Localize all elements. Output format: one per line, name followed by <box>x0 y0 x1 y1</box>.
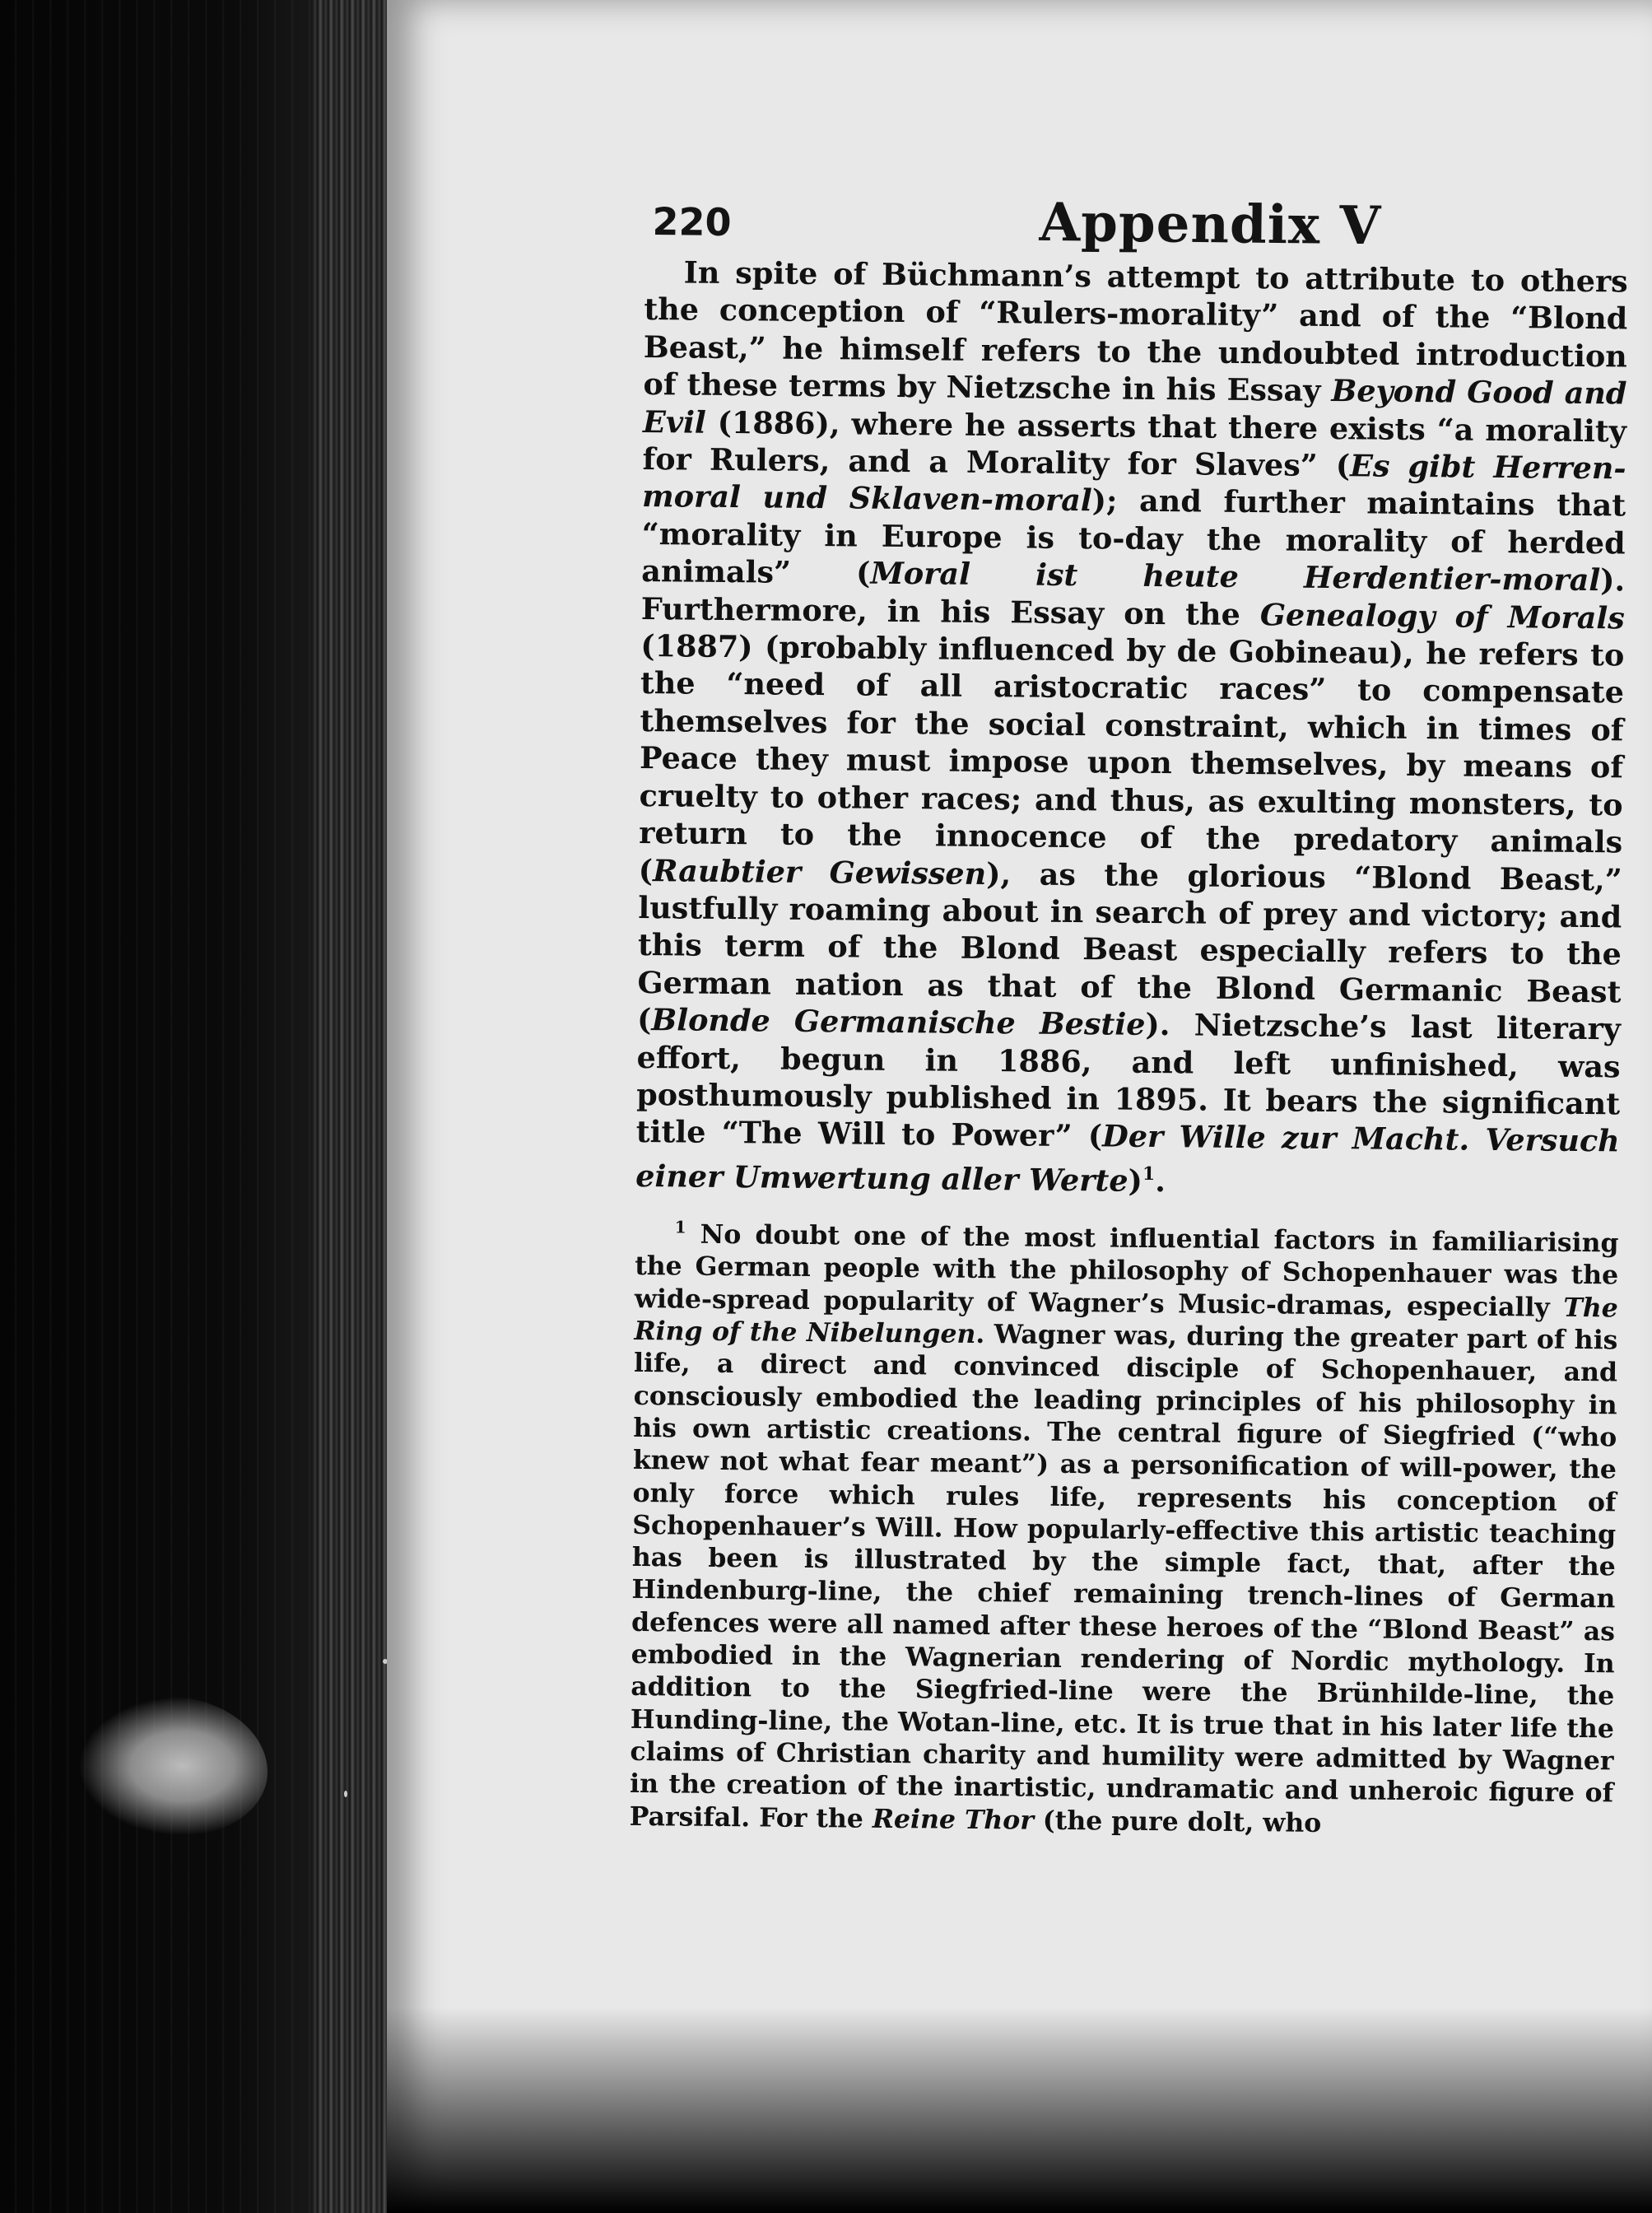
german-quote: Raubtier Gewissen <box>652 852 987 892</box>
book-title: Genealogy of Morals <box>1259 596 1626 636</box>
film-speck <box>344 1791 347 1797</box>
german-term: Reine Thor <box>872 1803 1035 1836</box>
footnote-reference: 1 <box>1142 1162 1156 1185</box>
body-paragraph: In spite of Büchmann’s attempt to attribute to others the conception of “Rulers-morality” and of the “Blond Beast,” he himself refers to the undoubted introduction of these terms by Nietzsche in his Essay Beyond Good and Evil (1886), where he asserts that there exists “a morality for Rulers, and a Morality for Slaves” (Es gibt Herren-moral und Sklaven-moral); and further maintains that “morality in Europe is to-day the morality of herded animals” (Moral ist heute Herdentier-moral). Furthermore, in his Essay on the Genealogy of Morals (1887) (probably influenced by de Gobineau), he refers to the “need of all aristocratic races” to compensate themselves for the social constraint, which in times of Peace they must impose upon themselves, by means of cruelty to other races; and thus, as exulting monsters, to return to the innocence of the predatory animals (Raubtier Gewissen), as the glorious “Blond Beast,” lustfully roaming about in search of prey and victory; and this term of the Blond Beast especially refers to the German nation as that of the Blond Germanic Beast (Blonde Germanische Bestie). Nietzsche’s last literary effort, begun in 1886, and left unfinished, was posthumously published in 1895. It bears the significant title “The Will to Power” (Der Wille zur Macht. Versuch einer Umwertung aller Werte)$^1$. <box>635 254 1628 1199</box>
page-number: 220 <box>652 198 732 245</box>
work-title: The Ring of the Nibelungen <box>634 1292 1618 1349</box>
german-quote: Moral ist heute Herdentier-moral <box>870 555 1601 599</box>
book-page <box>387 0 1652 2213</box>
footnote-marker: 1 <box>674 1217 686 1237</box>
main-text <box>635 254 1628 1204</box>
running-title: Appendix V <box>1039 191 1382 258</box>
book-title: Beyond Good and Evil <box>642 373 1627 440</box>
german-quote: Es gibt Herren-moral und Sklaven-moral <box>641 448 1626 519</box>
footnote: $^1$ No doubt one of the most influential factors in familiarising the German people with the philosophy of Schopenhauer was the wide-spread popularity of Wagner’s Music-dramas, especially The Ring of the Nibelungen. Wagner was, during the greater part of his life, a direct and convinced disciple of Schopenhauer, and consciously embodied the leading principles of his philosophy in his own artistic creations. The central figure of Siegfried (“who knew not what fear meant”) as a personification of will-power, the only force which rules life, represents his conception of Schopenhauer’s Will. How popularly-effective this artistic teaching has been is illustrated by the simple fact, that, after the Hindenburg-line, the chief remaining trench-lines of German defences were all named after these heroes of the “Blond Beast” as embodied in the Wagnerian rendering of Nordic mythology. In addition to the Siegfried-line were the Brünhilde-line, the Hunding-line, the Wotan-line, etc. It is true that in his later life the claims of Christian charity and humility were admitted by Wagner in the creation of the inartistic, undramatic and unheroic figure of Parsifal. For the Reine Thor (the pure dolt, who <box>629 1217 1619 1838</box>
page-edge-stack <box>313 0 387 2213</box>
text-block <box>630 254 1628 1842</box>
german-quote: Blonde Germanische Bestie <box>651 1002 1146 1043</box>
book-title: Der Wille zur Macht. Versuch einer Umwertung aller Werte <box>635 1118 1620 1199</box>
